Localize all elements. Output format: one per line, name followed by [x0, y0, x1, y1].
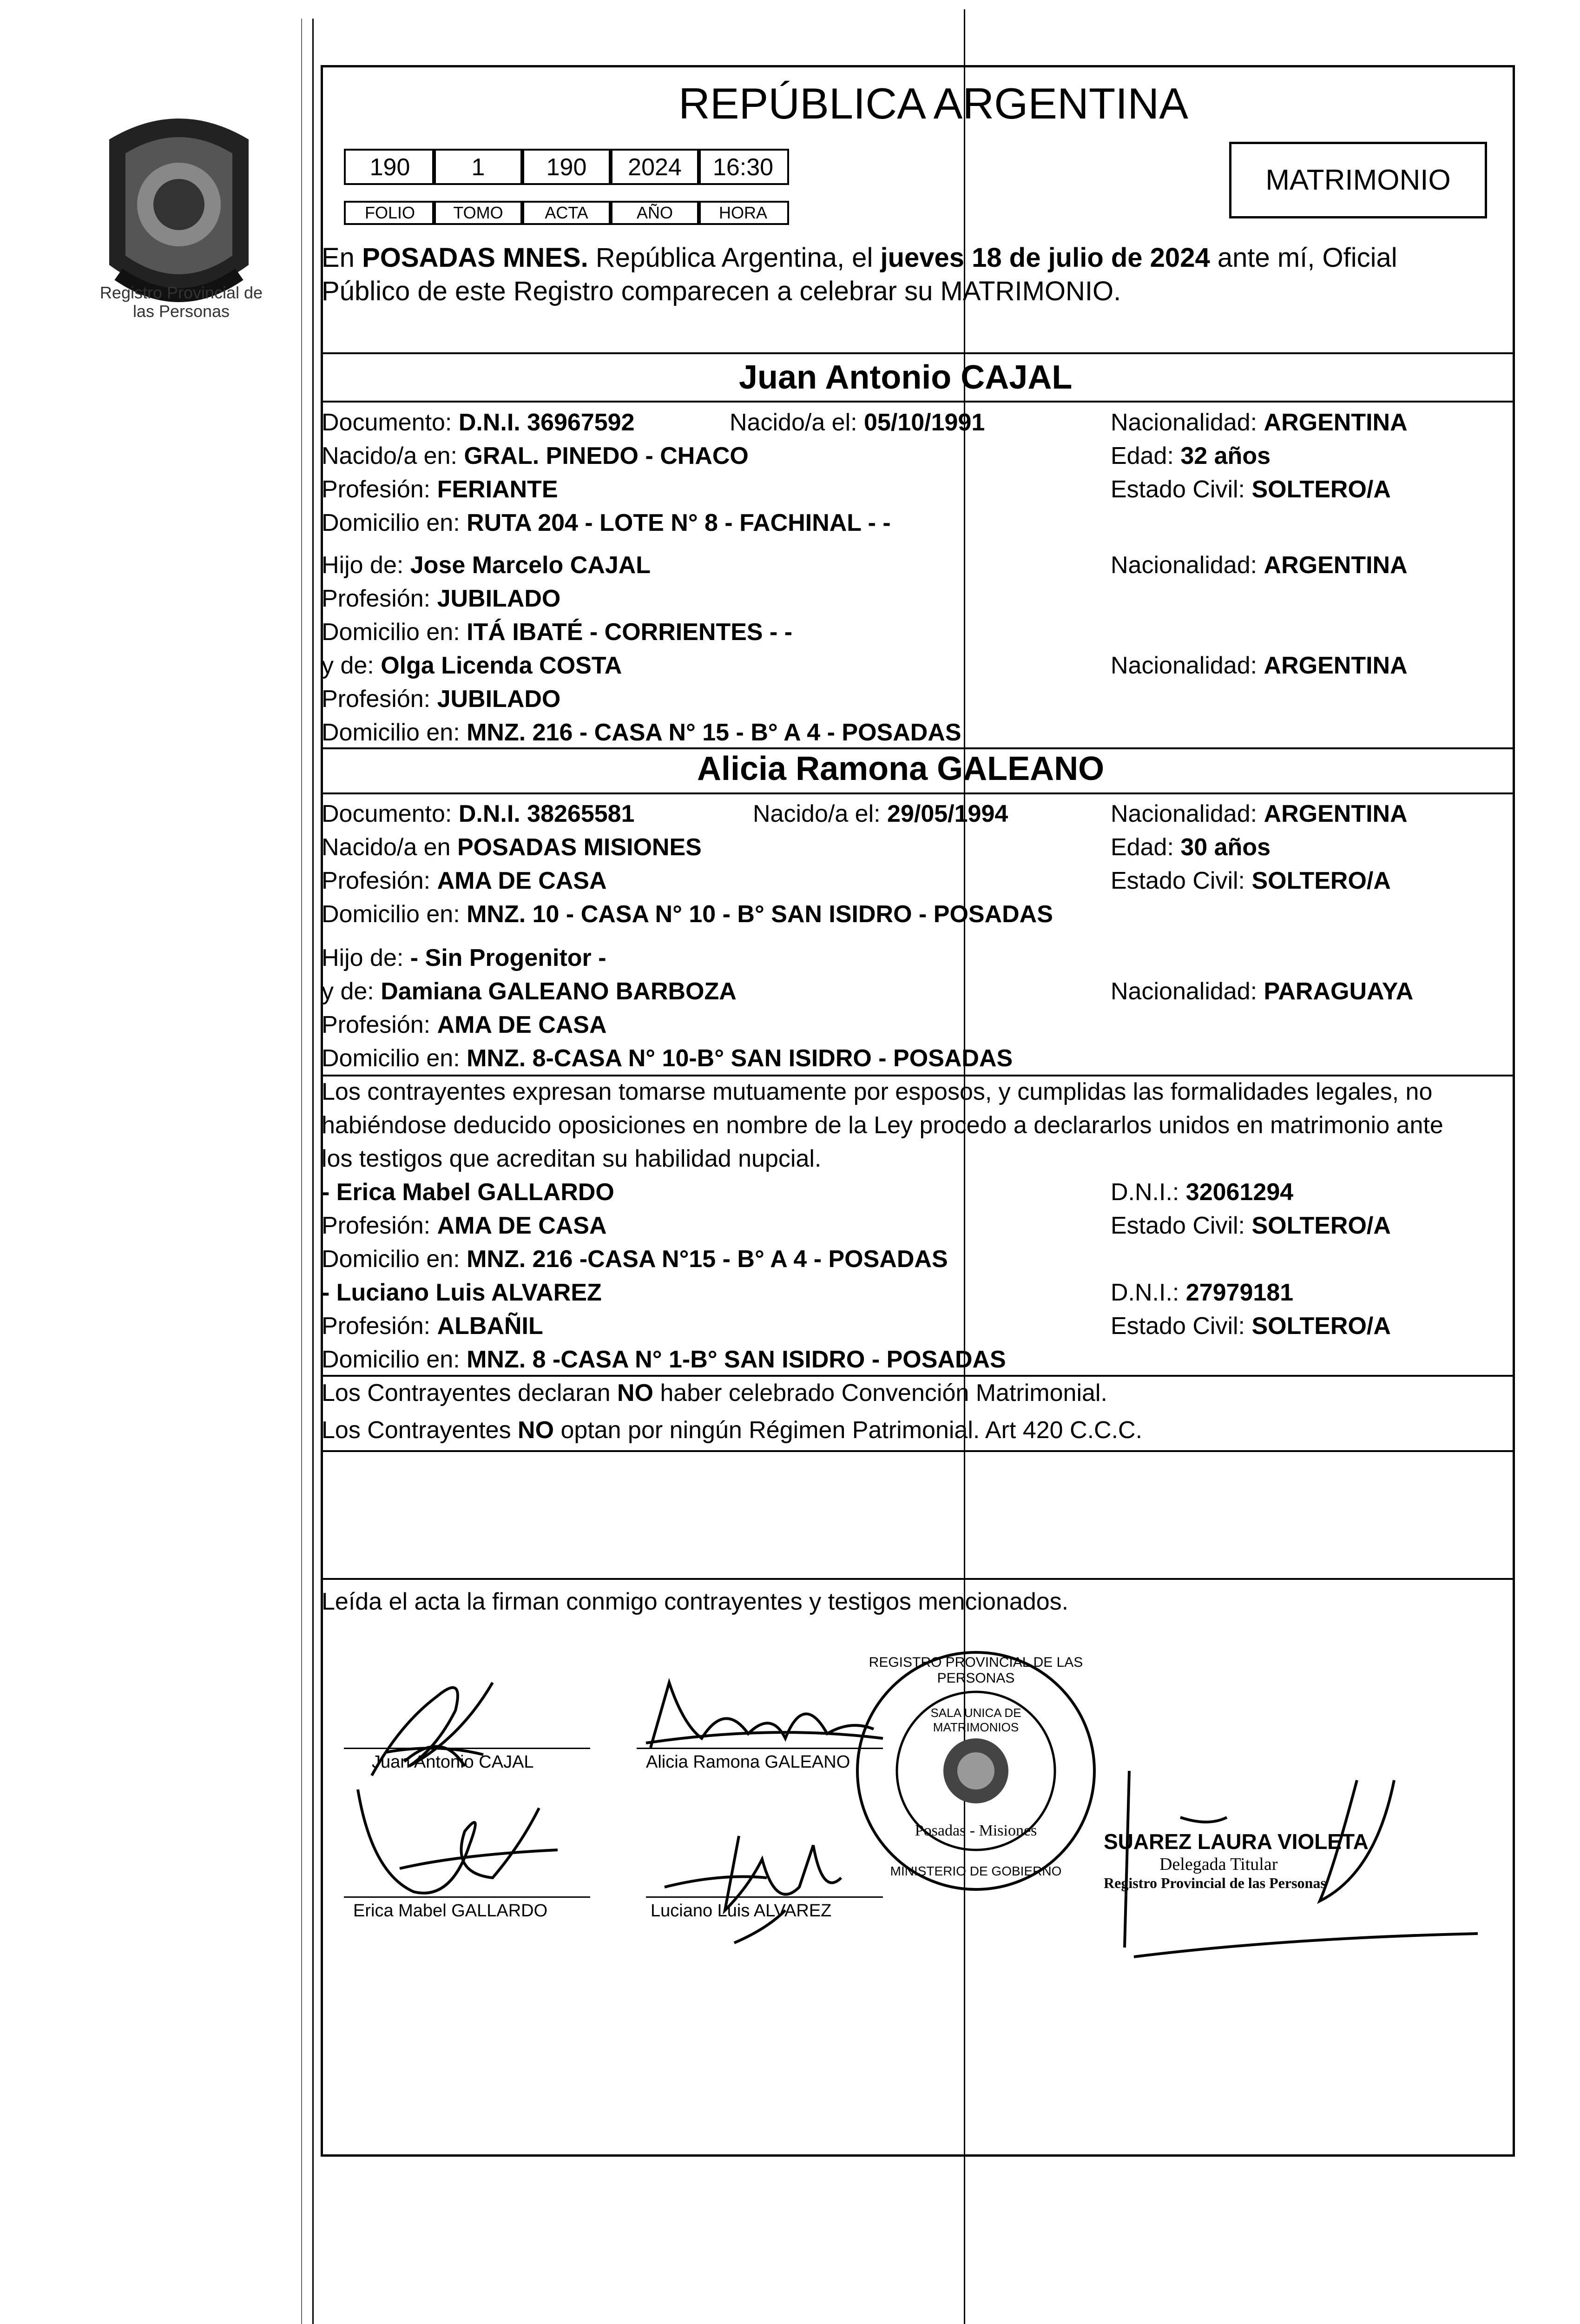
spouse2-father: Hijo de: - Sin Progenitor - [322, 944, 606, 971]
witness1-name: - Erica Mabel GALLARDO [322, 1179, 614, 1206]
left-margin-line-2 [312, 19, 314, 2324]
spouse1-father-addr: Domicilio en: ITÁ IBATÉ - CORRIENTES - - [322, 619, 793, 646]
spouse2-nat: Nacionalidad: ARGENTINA [1111, 800, 1408, 827]
spouse1-father: Hijo de: Jose Marcelo CAJAL [322, 552, 651, 579]
spouse2-civil: Estado Civil: SOLTERO/A [1111, 867, 1391, 894]
round-seal [850, 1645, 1101, 1896]
spouse1-born: Nacido/a el: 05/10/1991 [730, 409, 985, 436]
note-convention: Los Contrayentes declaran NO haber celebrado Convención Matrimonial. [322, 1380, 1107, 1406]
signature-name-3: Erica Mabel GALLARDO [353, 1901, 548, 1921]
signature-scribble-3 [344, 1780, 586, 1910]
spouse1-birthplace: Nacido/a en: GRAL. PINEDO - CHACO [322, 442, 749, 469]
spouse1-nat: Nacionalidad: ARGENTINA [1111, 409, 1408, 436]
witness1-addr: Domicilio en: MNZ. 216 -CASA N°15 - B° A 4 - POSADAS [322, 1246, 948, 1273]
divider-4 [321, 792, 1515, 794]
ano-value: 2024 [609, 149, 701, 185]
tomo-label: TOMO [432, 201, 524, 225]
spouse2-mother-nat: Nacionalidad: PARAGUAYA [1111, 978, 1414, 1005]
divider-1 [321, 352, 1515, 354]
ano-label: AÑO [609, 201, 701, 225]
spouse2-prof: Profesión: AMA DE CASA [322, 867, 607, 894]
signature-scribble-4 [646, 1817, 878, 1966]
spouse1-age: Edad: 32 años [1111, 442, 1271, 469]
witness1-prof: Profesión: AMA DE CASA [322, 1212, 607, 1239]
divider-6 [321, 1375, 1515, 1377]
note-regime: Los Contrayentes NO optan por ningún Régimen Patrimonial. Art 420 C.C.C. [322, 1417, 1143, 1444]
spouse2-age: Edad: 30 años [1111, 834, 1271, 861]
signature-line-4 [646, 1896, 883, 1898]
intro-line-2: Público de este Registro comparecen a celebrar su MATRIMONIO. [322, 276, 1121, 306]
signature-line-2 [637, 1748, 883, 1749]
witness2-dni: D.N.I.: 27979181 [1111, 1279, 1294, 1306]
seal-inner-text: SALA UNICA DE MATRIMONIOS [930, 1706, 1021, 1734]
spouse2-birthplace: Nacido/a en POSADAS MISIONES [322, 834, 702, 861]
intro-date: jueves 18 de julio de 2024 [880, 243, 1210, 273]
seal-bottom-text: MINISTERIO DE GOBIERNO [890, 1864, 1062, 1878]
signature-name-2: Alicia Ramona GALEANO [646, 1752, 850, 1772]
spouse1-father-nat: Nacionalidad: ARGENTINA [1111, 552, 1408, 579]
spouse2-doc: Documento: D.N.I. 38265581 [322, 800, 635, 827]
signature-line-3 [344, 1896, 590, 1898]
witness1-civil: Estado Civil: SOLTERO/A [1111, 1212, 1391, 1239]
intro-place: POSADAS MNES. [362, 243, 588, 273]
acta-value: 190 [520, 149, 612, 185]
spouse2-addr: Domicilio en: MNZ. 10 - CASA N° 10 - B° SAN ISIDRO - POSADAS [322, 901, 1053, 928]
witness2-prof: Profesión: ALBAÑIL [322, 1313, 543, 1340]
spouse1-mother: y de: Olga Licenda COSTA [322, 652, 622, 679]
witness2-civil: Estado Civil: SOLTERO/A [1111, 1313, 1391, 1340]
spouse1-civil: Estado Civil: SOLTERO/A [1111, 476, 1391, 503]
witness2-name: - Luciano Luis ALVAREZ [322, 1279, 602, 1306]
act-type-box [1229, 142, 1487, 218]
spouse1-mother-nat: Nacionalidad: ARGENTINA [1111, 652, 1408, 679]
official-signature-scribble [1097, 1752, 1478, 1966]
intro-line-1: En POSADAS MNES. República Argentina, el jueves 18 de julio de 2024 ante mí, Oficial [322, 243, 1397, 273]
signature-line-1 [344, 1748, 590, 1749]
act-type-label: MATRIMONIO [1265, 164, 1451, 196]
declaration-line-3: los testigos que acreditan su habilidad nupcial. [322, 1145, 822, 1172]
spouse1-prof: Profesión: FERIANTE [322, 476, 558, 503]
signature-name-4: Luciano Luis ALVAREZ [651, 1901, 832, 1921]
registry-logo-caption: Registro Provincial de las Personas [99, 283, 263, 321]
divider-8 [321, 1578, 1515, 1580]
hora-label: HORA [697, 201, 789, 225]
folio-value: 190 [344, 149, 436, 185]
divider-2 [321, 401, 1515, 403]
closing-text: Leída el acta la firman conmigo contrayentes y testigos mencionados. [322, 1588, 1069, 1615]
declaration-line-2: habiéndose deducido oposiciones en nombre de la Ley procedo a declararlos unidos en matrimonio ante [322, 1112, 1443, 1139]
divider-5 [321, 1075, 1515, 1076]
spouse2-mother-prof: Profesión: AMA DE CASA [322, 1011, 607, 1038]
folio-label: FOLIO [344, 201, 436, 225]
seal-city-text: Posadas - Misiones [915, 1822, 1037, 1839]
spouse1-mother-prof: Profesión: JUBILADO [322, 686, 561, 713]
declaration-line-1: Los contrayentes expresan tomarse mutuamente por esposos, y cumplidas las formalidades legales, no [322, 1078, 1433, 1105]
witness1-dni: D.N.I.: 32061294 [1111, 1179, 1294, 1206]
divider-7 [321, 1450, 1515, 1452]
witness2-addr: Domicilio en: MNZ. 8 -CASA N° 1-B° SAN ISIDRO - POSADAS [322, 1346, 1006, 1373]
spouse2-mother: y de: Damiana GALEANO BARBOZA [322, 978, 737, 1005]
spouse2-born: Nacido/a el: 29/05/1994 [753, 800, 1008, 827]
spouse2-mother-addr: Domicilio en: MNZ. 8-CASA N° 10-B° SAN ISIDRO - POSADAS [322, 1045, 1013, 1072]
spouse1-addr: Domicilio en: RUTA 204 - LOTE N° 8 - FACHINAL - - [322, 509, 891, 536]
country-title: REPÚBLICA ARGENTINA [678, 79, 1188, 128]
spouse1-father-prof: Profesión: JUBILADO [322, 585, 561, 612]
signature-name-1: Juan Antonio CAJAL [372, 1752, 534, 1772]
official-org: Registro Provincial de las Personas [1104, 1875, 1326, 1891]
hora-value: 16:30 [697, 149, 789, 185]
spouse1-mother-addr: Domicilio en: MNZ. 216 - CASA N° 15 - B° A 4 - POSADAS [322, 719, 961, 746]
spouse2-name: Alicia Ramona GALEANO [697, 750, 1105, 787]
tomo-value: 1 [432, 149, 524, 185]
acta-label: ACTA [520, 201, 612, 225]
spouse1-name: Juan Antonio CAJAL [739, 359, 1073, 396]
official-title: Delegada Titular [1159, 1855, 1278, 1874]
seal-outer-text: REGISTRO PROVINCIAL DE LAS PERSONAS [869, 1655, 1083, 1686]
left-margin-line [301, 19, 302, 2324]
spouse1-doc: Documento: D.N.I. 36967592 [322, 409, 635, 436]
official-name: SUAREZ LAURA VIOLETA [1104, 1829, 1369, 1854]
